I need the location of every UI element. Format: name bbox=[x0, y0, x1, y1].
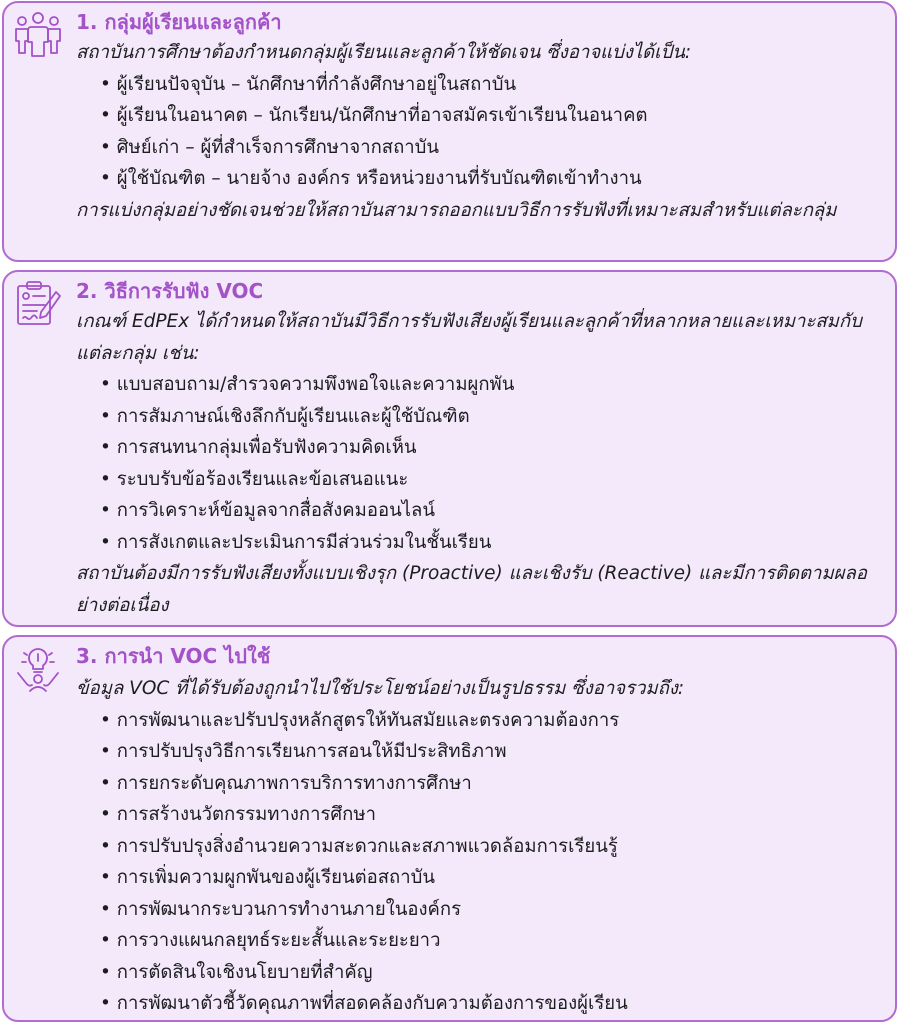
lightbulb-person-icon bbox=[12, 643, 64, 695]
list-item: • การพัฒนาตัวชี้วัดคุณภาพที่สอดคล้องกับความต้องการของผู้เรียน bbox=[100, 988, 877, 1020]
list-item: • การปรับปรุงวิธีการเรียนการสอนให้มีประสิทธิภาพ bbox=[100, 736, 877, 768]
section-intro: สถาบันการศึกษาต้องกำหนดกลุ่มผู้เรียนและลูกค้าให้ชัดเจน ซึ่งอาจแบ่งได้เป็น: bbox=[76, 42, 692, 63]
list-item: • แบบสอบถาม/สำรวจความพึงพอใจและความผูกพัน bbox=[100, 369, 877, 401]
list-item: • การยกระดับคุณภาพการบริการทางการศึกษา bbox=[100, 768, 877, 800]
list-item: • ผู้เรียนในอนาคต – นักเรียน/นักศึกษาที่อาจสมัครเข้าเรียนในอนาคต bbox=[100, 100, 877, 132]
section-outro: สถาบันต้องมีการรับฟังเสียงทั้งแบบเชิงรุก (Proactive) และเชิงรับ (Reactive) และมีการติดตามผลอย่างต่อเนื่อง bbox=[76, 563, 867, 616]
list-item: • การสนทนากลุ่มเพื่อรับฟังความคิดเห็น bbox=[100, 432, 877, 464]
section-body bbox=[76, 673, 877, 1020]
section-outro: การแบ่งกลุ่มอย่างชัดเจนช่วยให้สถาบันสามารถออกแบบวิธีการรับฟังที่เหมาะสมสำหรับแต่ละกลุ่ม bbox=[76, 199, 837, 221]
list-item: • การพัฒนากระบวนการทำงานภายในองค์กร bbox=[100, 894, 877, 926]
section-title: 1. กลุ่มผู้เรียนและลูกค้า bbox=[76, 10, 282, 34]
clipboard-survey-icon bbox=[12, 278, 64, 330]
list-item: • ผู้เรียนปัจจุบัน – นักศึกษาที่กำลังศึกษาอยู่ในสถาบัน bbox=[100, 69, 877, 101]
list-item: • ศิษย์เก่า – ผู้ที่สำเร็จการศึกษาจากสถาบัน bbox=[100, 132, 877, 164]
list-item: • การปรับปรุงสิ่งอำนวยความสะดวกและสภาพแวดล้อมการเรียนรู้ bbox=[100, 831, 877, 863]
section-title: 2. วิธีการรับฟัง VOC bbox=[76, 279, 264, 303]
list-item: • การเพิ่มความผูกพันของผู้เรียนต่อสถาบัน bbox=[100, 862, 877, 894]
bullet-list bbox=[76, 705, 877, 1020]
section-card-voc-usage bbox=[2, 635, 897, 1022]
section-card-voc-methods bbox=[2, 270, 897, 627]
list-item: • ระบบรับข้อร้องเรียนและข้อเสนอแนะ bbox=[100, 464, 877, 496]
people-group-icon bbox=[12, 9, 64, 61]
list-item: • การตัดสินใจเชิงนโยบายที่สำคัญ bbox=[100, 957, 877, 989]
list-item: • การสัมภาษณ์เชิงลึกกับผู้เรียนและผู้ใช้บัณฑิต bbox=[100, 401, 877, 433]
section-title: 3. การนำ VOC ไปใช้ bbox=[76, 644, 271, 668]
section-body bbox=[76, 37, 877, 226]
list-item: • การวิเคราะห์ข้อมูลจากสื่อสังคมออนไลน์ bbox=[100, 495, 877, 527]
section-body bbox=[76, 306, 877, 621]
bullet-list bbox=[76, 69, 877, 195]
section-intro: ข้อมูล VOC ที่ได้รับต้องถูกนำไปใช้ประโยชน์อย่างเป็นรูปธรรม ซึ่งอาจรวมถึง: bbox=[76, 678, 685, 699]
list-item: • การวางแผนกลยุทธ์ระยะสั้นและระยะยาว bbox=[100, 925, 877, 957]
list-item: • การพัฒนาและปรับปรุงหลักสูตรให้ทันสมัยและตรงความต้องการ bbox=[100, 705, 877, 737]
list-item: • ผู้ใช้บัณฑิต – นายจ้าง องค์กร หรือหน่วยงานที่รับบัณฑิตเข้าทำงาน bbox=[100, 163, 877, 195]
section-card-customer-groups bbox=[2, 1, 897, 262]
bullet-list bbox=[76, 369, 877, 558]
list-item: • การสร้างนวัตกรรมทางการศึกษา bbox=[100, 799, 877, 831]
section-intro: เกณฑ์ EdPEx ได้กำหนดให้สถาบันมีวิธีการรับฟังเสียงผู้เรียนและลูกค้าที่หลากหลายและเหมาะสมกับแต่ละกลุ่ม เช่น: bbox=[76, 311, 862, 364]
list-item: • การสังเกตและประเมินการมีส่วนร่วมในชั้นเรียน bbox=[100, 527, 877, 559]
